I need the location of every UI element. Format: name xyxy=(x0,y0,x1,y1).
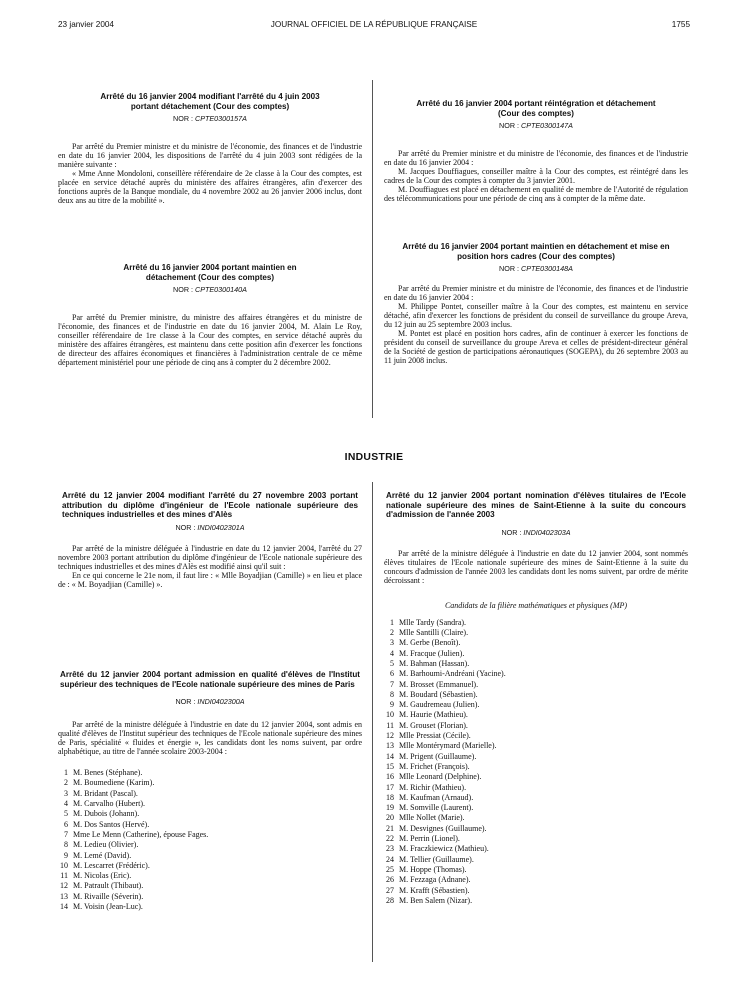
list-item xyxy=(384,855,688,865)
list-item-name: M. Ledieu (Olivier). xyxy=(73,840,139,850)
list-item xyxy=(384,628,688,638)
arrete-section xyxy=(58,491,362,589)
list-item-name: Mlle Pressiat (Cécile). xyxy=(399,731,471,741)
nor-code: INDI0402303A xyxy=(523,527,571,537)
list-item xyxy=(58,892,362,902)
list-item-number: 18 xyxy=(386,792,394,802)
list-item-number: 27 xyxy=(386,885,394,895)
list-item-name: Mlle Santilli (Claire). xyxy=(399,628,469,638)
list-item xyxy=(58,840,362,850)
list-item xyxy=(58,881,362,891)
list-item-number: 28 xyxy=(386,895,394,905)
arrete-section xyxy=(58,92,362,205)
list-item-name: M. Lemé (David). xyxy=(73,850,132,860)
nor-label: NOR : xyxy=(501,527,522,537)
list-item xyxy=(384,844,688,854)
list-item xyxy=(58,768,362,778)
list-item-number: 13 xyxy=(60,891,68,901)
nor-label: NOR : xyxy=(173,114,193,124)
list-item-name: M. Brosset (Emmanuel). xyxy=(399,679,479,689)
list-item-number: 7 xyxy=(64,829,68,839)
list-item-number: 11 xyxy=(386,720,394,730)
list-item-name: M. Haurie (Mathieu). xyxy=(399,710,468,720)
list-item-name: Mme Le Menn (Catherine), épouse Fages. xyxy=(73,829,209,839)
nor-reference xyxy=(58,285,362,294)
list-item xyxy=(384,875,688,885)
list-item-number: 8 xyxy=(390,689,394,699)
list-item-number: 10 xyxy=(386,710,394,720)
list-item-number: 23 xyxy=(386,844,394,854)
list-item-number: 15 xyxy=(386,761,394,771)
list-item-name: M. Bridant (Pascal). xyxy=(73,788,138,798)
list-item xyxy=(384,721,688,731)
list-item-name: M. Boudard (Sébastien). xyxy=(399,689,478,699)
list-item-name: M. Barhoumi-Andréani (Yacine). xyxy=(399,669,506,679)
list-item-name: M. Kaufman (Arnaud). xyxy=(399,792,474,802)
list-item-name: Mlle Nollet (Marie). xyxy=(399,813,465,823)
list-item xyxy=(384,700,688,710)
list-item xyxy=(384,669,688,679)
list-item xyxy=(384,649,688,659)
list-item xyxy=(384,752,688,762)
arrete-title: Arrêté du 12 janvier 2004 modifiant l'arrêté du 27 novembre 2003 portant attribution du diplôme d'ingénieur de l'Ecole nationale supérieure des techniques industrielles et des mines d'Alès xyxy=(62,491,358,520)
list-item xyxy=(58,809,362,819)
arrete-section xyxy=(384,491,688,906)
list-item-number: 9 xyxy=(390,700,394,710)
nor-reference xyxy=(58,523,362,532)
paragraph: Par arrêté de la ministre déléguée à l'industrie en date du 12 janvier 2004, sont admis en qualité d'élèves de l'Institut supérieur des techniques de l'Ecole nationale supérieure des mines de Paris, spécialité « fluides et énergie », les candidats dont les noms suivent, par ordre alphabétique, au titre de l'année scolaire 2003-2004 : xyxy=(58,720,362,757)
list-item xyxy=(384,783,688,793)
list-item xyxy=(384,896,688,906)
list-item-name: M. Krafft (Sébastien). xyxy=(399,885,470,895)
paragraph: Par arrêté du Premier ministre et du ministre de l'économie, des finances et de l'industrie en date du 16 janvier 2004 : xyxy=(384,284,688,303)
arrete-title: Arrêté du 16 janvier 2004 modifiant l'arrêté du 4 juin 2003 portant détachement (Cour des comptes) xyxy=(100,92,320,111)
nor-reference xyxy=(384,528,688,537)
list-item-name: Mlle Tardy (Sandra). xyxy=(399,617,467,627)
list-item xyxy=(58,799,362,809)
list-item-name: M. Lescarret (Frédéric). xyxy=(73,860,150,870)
header-date: 23 janvier 2004 xyxy=(58,20,114,29)
nor-code: CPTE0300147A xyxy=(521,121,573,131)
list-item-number: 12 xyxy=(60,881,68,891)
list-item-number: 26 xyxy=(386,875,394,885)
list-item-number: 20 xyxy=(386,813,394,823)
section-heading-industrie: INDUSTRIE xyxy=(344,452,404,463)
list-item-number: 7 xyxy=(390,679,394,689)
list-item-number: 25 xyxy=(386,864,394,874)
list-item-name: M. Tellier (Guillaume). xyxy=(399,854,474,864)
list-item-name: M. Bahman (Hassan). xyxy=(399,658,470,668)
list-item-number: 4 xyxy=(64,799,68,809)
list-item-name: M. Grouset (Florian). xyxy=(399,720,468,730)
nor-label: NOR : xyxy=(499,264,519,274)
list-item-number: 5 xyxy=(390,658,394,668)
nor-label: NOR : xyxy=(175,522,196,532)
list-item-number: 2 xyxy=(390,628,394,638)
arrete-section xyxy=(384,99,688,203)
list-item-name: M. Voisin (Jean-Luc). xyxy=(73,902,143,912)
list-item-name: M. Benes (Stéphane). xyxy=(73,768,143,778)
list-item xyxy=(384,741,688,751)
list-item-number: 1 xyxy=(390,617,394,627)
list-item-number: 12 xyxy=(386,731,394,741)
list-item xyxy=(384,834,688,844)
arrete-section xyxy=(58,670,362,912)
paragraph: M. Jacques Douffiagues, conseiller maître à la Cour des comptes, est réintégré dans les cadres de la Cour des comptes à compter du 3 janvier 2001. xyxy=(384,167,688,186)
list-item xyxy=(58,861,362,871)
list-item-number: 11 xyxy=(60,871,68,881)
arrete-title: Arrêté du 16 janvier 2004 portant maintien en détachement (Cour des comptes) xyxy=(123,263,297,282)
list-item-name: M. Rivaille (Séverin). xyxy=(73,891,144,901)
candidate-list xyxy=(384,618,688,906)
nor-reference xyxy=(384,264,688,273)
list-item-number: 10 xyxy=(60,860,68,870)
list-item-number: 3 xyxy=(64,788,68,798)
list-item-name: Mlle Leonard (Delphine). xyxy=(399,772,482,782)
list-item xyxy=(58,778,362,788)
page-number: 1755 xyxy=(671,20,690,29)
arrete-section xyxy=(384,242,688,365)
list-item-name: M. Fracque (Julien). xyxy=(399,648,465,658)
list-item-number: 3 xyxy=(390,638,394,648)
list-item-name: M. Patrault (Thibaut). xyxy=(73,881,144,891)
paragraph: Par arrêté du Premier ministre et du ministre de l'économie, des finances et de l'industrie en date du 16 janvier 2004, les dispositions de l'arrêté du 4 juin 2003 sont rédigées de la manière suivante : xyxy=(58,142,362,170)
list-item-number: 17 xyxy=(386,782,394,792)
list-item-number: 9 xyxy=(64,850,68,860)
list-item xyxy=(58,820,362,830)
list-item-name: M. Fezzaga (Adnane). xyxy=(399,875,471,885)
nor-label: NOR : xyxy=(499,121,519,131)
nor-label: NOR : xyxy=(175,697,196,707)
paragraph: M. Douffiagues est placé en détachement en qualité de membre de l'Autorité de régulation des télécommunications pour une période de cinq ans à compter de la même date. xyxy=(384,185,688,204)
list-item-name: M. Dos Santos (Hervé). xyxy=(73,819,150,829)
list-item xyxy=(384,618,688,628)
column-divider-top xyxy=(372,80,373,418)
list-item-name: M. Fraczkiewicz (Mathieu). xyxy=(399,844,489,854)
candidate-list xyxy=(58,768,362,912)
list-item xyxy=(58,830,362,840)
paragraph: Par arrêté de la ministre déléguée à l'industrie en date du 12 janvier 2004, l'arrêté du 27 novembre 2003 portant attribution du diplôme d'ingénieur de l'Ecole nationale supérieure des techniques industrielles et des mines d'Alès est modifié ainsi qu'il suit : xyxy=(58,543,362,571)
list-item-name: M. Gaudremeau (Julien). xyxy=(399,700,480,710)
paragraph: Par arrêté de la ministre déléguée à l'industrie en date du 12 janvier 2004, sont nommés élèves titulaires de l'Ecole nationale supérieure des mines de Saint-Etienne à la suite du concours d'admission de l'année 2003 les candidats dont les noms suivent, par ordre de mérite décroissant : xyxy=(384,548,688,585)
list-item xyxy=(384,710,688,720)
list-item xyxy=(384,772,688,782)
list-item-name: Mlle Montérymard (Marielle). xyxy=(399,741,497,751)
list-item-name: M. Somville (Laurent). xyxy=(399,803,474,813)
list-item-number: 13 xyxy=(386,741,394,751)
list-item-number: 14 xyxy=(60,902,68,912)
paragraph: Par arrêté du Premier ministre et du ministre de l'économie, des finances et de l'industrie en date du 16 janvier 2004 : xyxy=(384,149,688,168)
column-divider-bottom xyxy=(372,482,373,962)
list-item xyxy=(384,638,688,648)
nor-reference xyxy=(384,121,688,130)
list-item-name: M. Richir (Mathieu). xyxy=(399,782,467,792)
list-item-number: 2 xyxy=(64,778,68,788)
list-item-number: 22 xyxy=(386,834,394,844)
list-item xyxy=(58,789,362,799)
paragraph: M. Pontet est placé en position hors cadres, afin de continuer à exercer les fonctions de président du conseil de surveillance du groupe Areva et celles de président-directeur général de la Société de gestion de participations aéronautiques (SOGEPA), du 26 septembre 2003 au 11 juin 2008 inclus. xyxy=(384,329,688,366)
nor-code: INDI0402300A xyxy=(197,697,245,707)
list-item-number: 4 xyxy=(390,648,394,658)
list-item-number: 5 xyxy=(64,809,68,819)
list-item xyxy=(384,731,688,741)
list-item-number: 6 xyxy=(64,819,68,829)
list-item-name: M. Desvignes (Guillaume). xyxy=(399,823,487,833)
arrete-section xyxy=(58,263,362,367)
nor-label: NOR : xyxy=(173,285,193,295)
list-item-number: 1 xyxy=(64,768,68,778)
list-item xyxy=(384,762,688,772)
nor-code: CPTE0300148A xyxy=(521,264,573,274)
list-item-number: 16 xyxy=(386,772,394,782)
list-item xyxy=(384,690,688,700)
paragraph: M. Philippe Pontet, conseiller maître à la Cour des comptes, est maintenu en service détaché, afin d'exercer les fonctions de président du conseil de surveillance du groupe Areva, du 12 juin au 25 septembre 2003 inclus. xyxy=(384,302,688,330)
list-item-name: M. Prigent (Guillaume). xyxy=(399,751,477,761)
nor-code: INDI0402301A xyxy=(197,522,245,532)
list-item xyxy=(384,824,688,834)
list-item xyxy=(384,680,688,690)
paragraph: Par arrêté du Premier ministre, du ministre des affaires étrangères et du ministre de l'économie, des finances et de l'industrie en date du 16 janvier 2004, M. Alain Le Roy, conseiller référendaire de 1re classe à la Cour des comptes, en service détaché auprès du ministère des affaires étrangères, est maintenu dans cette position afin d'exercer les fonctions de directeur des affaires économiques et financières à l'administration centrale de ce même département ministériel pour une période de cinq ans à compter du 2 décembre 2002. xyxy=(58,313,362,368)
nor-reference xyxy=(58,697,362,706)
paragraph: En ce qui concerne le 21e nom, il faut lire : « Mlle Boyadjian (Camille) » en lieu et place de : « M. Boyadjian (Camille) ». xyxy=(58,570,362,589)
list-item xyxy=(384,803,688,813)
list-item xyxy=(384,659,688,669)
list-item xyxy=(58,871,362,881)
list-item xyxy=(384,865,688,875)
list-item-number: 8 xyxy=(64,840,68,850)
list-item xyxy=(384,793,688,803)
list-item xyxy=(384,886,688,896)
page-header xyxy=(58,20,690,34)
list-item-name: M. Ben Salem (Nizar). xyxy=(399,895,473,905)
list-subheading: Candidats de la filière mathématiques et physiques (MP) xyxy=(444,600,628,610)
arrete-title: Arrêté du 16 janvier 2004 portant réintégration et détachement (Cour des comptes) xyxy=(416,99,656,118)
list-item-number: 6 xyxy=(390,669,394,679)
list-item xyxy=(58,851,362,861)
list-item-number: 21 xyxy=(386,823,394,833)
list-item-name: M. Dubois (Johann). xyxy=(73,809,140,819)
list-item-name: M. Hoppe (Thomas). xyxy=(399,864,467,874)
list-item xyxy=(58,902,362,912)
nor-code: CPTE0300140A xyxy=(195,285,247,295)
list-item-name: M. Boumediene (Karim). xyxy=(73,778,155,788)
list-item-name: M. Perrin (Lionel). xyxy=(399,834,460,844)
paragraph: « Mme Anne Mondoloni, conseillère référendaire de 2e classe à la Cour des comptes, est placée en service détaché auprès du ministère des affaires étrangères, afin d'exercer des fonctions auprès de la Banque mondiale, du 4 novembre 2002 au 26 janvier 2006 inclus, dont deux ans au titre de la mobilité ». xyxy=(58,169,362,206)
arrete-title: Arrêté du 16 janvier 2004 portant maintien en détachement et mise en position hors cadres (Cour des comptes) xyxy=(402,242,670,261)
list-item-name: M. Gerbe (Benoît). xyxy=(399,638,461,648)
list-item-name: M. Carvalho (Hubert). xyxy=(73,799,145,809)
nor-code: CPTE0300157A xyxy=(195,114,247,124)
list-item-number: 24 xyxy=(386,854,394,864)
arrete-title: Arrêté du 12 janvier 2004 portant admission en qualité d'élèves de l'Institut supérieur des techniques de l'Ecole nationale supérieure des mines de Paris xyxy=(60,670,360,689)
list-item xyxy=(384,813,688,823)
arrete-title: Arrêté du 12 janvier 2004 portant nomination d'élèves titulaires de l'Ecole nationale supérieure des mines de Saint-Etienne à la suite du concours d'admission de l'année 2003 xyxy=(386,491,686,520)
list-item-name: M. Frichet (François). xyxy=(399,761,470,771)
list-item-name: M. Nicolas (Eric). xyxy=(73,871,132,881)
journal-title: JOURNAL OFFICIEL DE LA RÉPUBLIQUE FRANÇAISE xyxy=(270,20,478,29)
nor-reference xyxy=(58,114,362,123)
list-item-number: 19 xyxy=(386,803,394,813)
list-item-number: 14 xyxy=(386,751,394,761)
